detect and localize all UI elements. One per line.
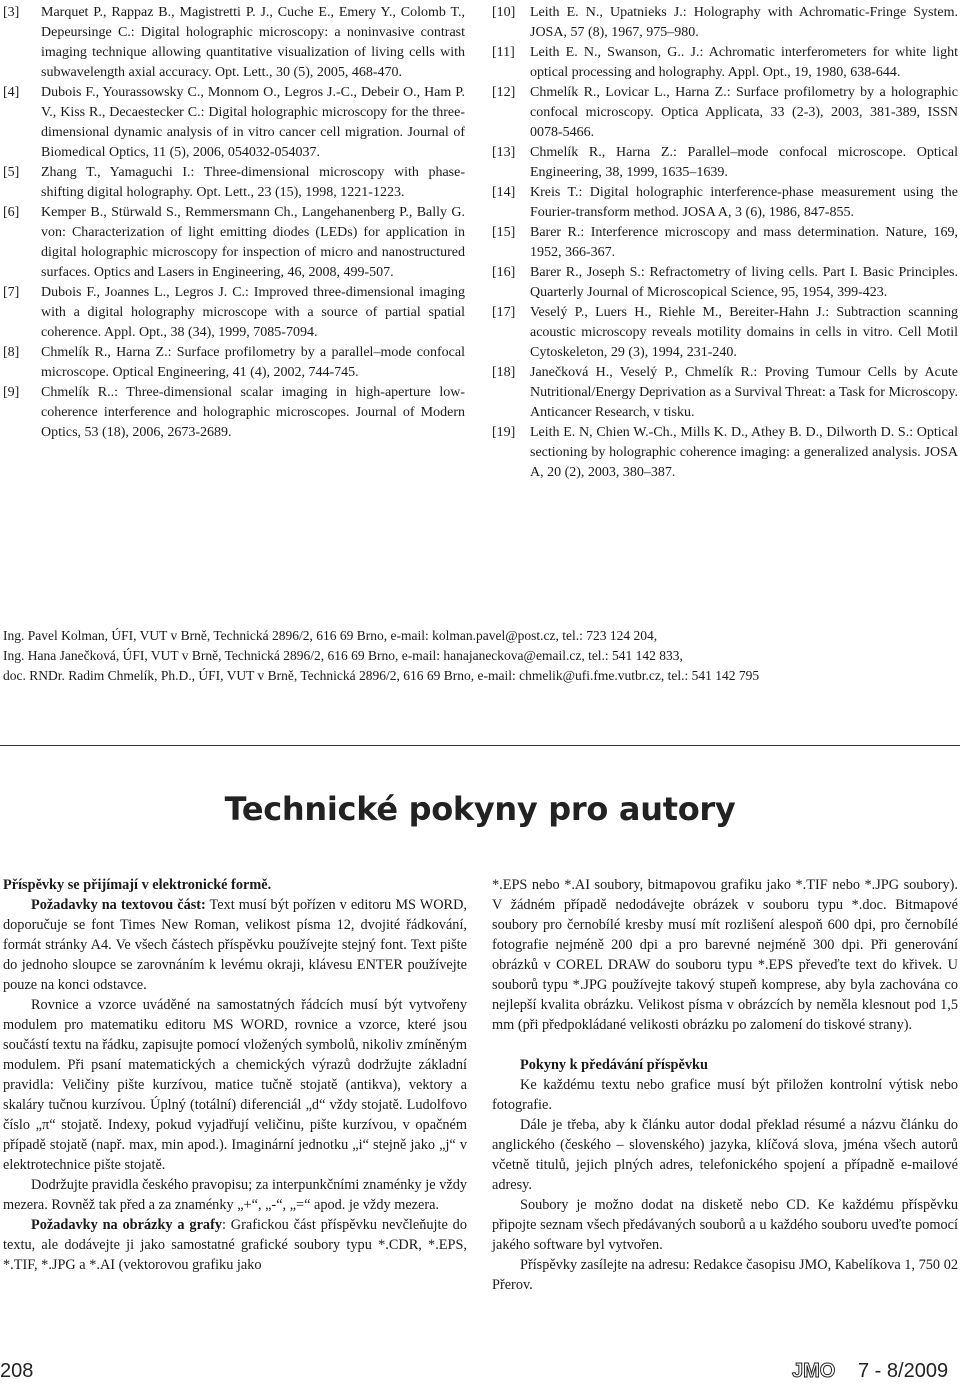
reference-item [3, 163, 465, 203]
section-title: Technické pokyny pro autory [224, 790, 736, 828]
reference-text: Kreis T.: Digital holographic interference-phase measurement using the Fourier-transform method. JOSA A, 3 (6), 1986, 847-855. [530, 185, 958, 220]
reference-text: Chmelík R., Harna Z.: Parallel–mode confocal microscope. Optical Engineering, 38, 1999, 1635–1639. [530, 145, 958, 180]
reference-text: Chmelík R..: Three-dimensional scalar imaging in high-aperture low-coherence interference and holographic microscopes. Journal of Modern Optics, 53 (18), 2006, 2673-2689. [41, 385, 465, 440]
reference-item [492, 83, 958, 143]
reference-text: Dubois F., Yourassowsky C., Monnom O., Legros J.-C., Debeir O., Ham P. V., Kiss R., Decaestecker C.: Digital holographic microscopy for the three-dimensional dynamic analysis of in vitro cancer cell migration. Journal of Biomedical Optics, 11 (5), 2006, 054032-054037. [41, 85, 465, 160]
reference-number: [9] [3, 385, 20, 400]
reference-text: Chmelík R., Lovicar L., Harna Z.: Surface profilometry by a holographic confocal microscopy. Optica Applicata, 33 (2-3), 2003, 381-389, ISSN 0078-5466. [530, 85, 958, 140]
journal-logo: JMO [792, 1360, 836, 1382]
reference-item [492, 363, 958, 423]
reference-number: [14] [492, 185, 516, 200]
files-paragraph: Soubory je možno dodat na disketě nebo CD. Ke každému příspěvku připojte seznam všech předávaných souborů a u každého souboru uveďte pomocí jakého software byl vytvořen. [492, 1197, 958, 1253]
page-footer [0, 1356, 960, 1386]
reference-number: [5] [3, 165, 20, 180]
reference-text: Janečková H., Veselý P., Chmelík R.: Proving Tumour Cells by Acute Nutritional/Energy Deprivation as a Survival Threat: a Task for Microscopy. Anticancer Research, v tisku. [530, 365, 958, 420]
address-paragraph: Příspěvky zasílejte na adresu: Redakce časopisu JMO, Kabelíkova 1, 750 02 Přerov. [492, 1257, 958, 1293]
reference-number: [4] [3, 85, 20, 100]
spelling-paragraph: Dodržujte pravidla českého pravopisu; za interpunkčními znaménky je vždy mezera. Rovněž tak před a za znaménky „+“, „-“, „=“ apod. je vždy mezera. [3, 1177, 467, 1213]
reference-number: [18] [492, 365, 516, 380]
reference-item [492, 183, 958, 223]
reference-list [492, 3, 958, 483]
reference-text: Kemper B., Stürwald S., Remmersmann Ch., Langehanenberg P., Bally G. von: Characterization of light emitting diodes (LEDs) for application in digital holographic microscopy for inspection of micro and nanostructured surfaces. Optics and Lasers in Engineering, 46, 2008, 499-507. [41, 205, 465, 280]
intro-heading: Příspěvky se přijímají v elektronické formě. [3, 877, 272, 893]
reference-text: Chmelík R., Harna Z.: Surface profilometry by a parallel–mode confocal microscope. Optical Engineering, 41 (4), 2002, 744-745. [41, 345, 465, 380]
references-left-column [3, 3, 465, 443]
reference-item [492, 143, 958, 183]
reference-item [3, 383, 465, 443]
text-requirements-paragraph [3, 895, 467, 995]
affiliation-line: doc. RNDr. Radim Chmelík, Ph.D., ÚFI, VUT v Brně, Technická 2896/2, 616 69 Brno, e-mail: chmelik@ufi.fme.vutbr.cz, tel.: 541 142 795 [3, 668, 760, 683]
reference-item [492, 223, 958, 263]
reference-number: [10] [492, 5, 516, 20]
reference-number: [7] [3, 285, 20, 300]
reference-text: Zhang T., Yamaguchi I.: Three-dimensional microscopy with phase-shifting digital holography. Opt. Lett., 23 (15), 1998, 1221-1223. [41, 165, 465, 200]
body-right-column [492, 875, 958, 1295]
reference-text: Leith E. N, Chien W.-Ch., Mills K. D., Athey B. D., Dilworth D. S.: Optical sectioning by holographic coherence imaging: a generalized analysis. JOSA A, 20 (2), 2003, 380–387. [530, 425, 958, 480]
reference-text: Barer R.: Interference microscopy and mass determination. Nature, 169, 1952, 366-367. [530, 225, 958, 260]
reference-item [492, 43, 958, 83]
reference-item [492, 263, 958, 303]
paragraph-text: : Grafickou část příspěvku nevčleňujte do textu, ale dodávejte ji jako samostatné grafické soubory typu *.CDR, *.EPS, *.TIF, *.JPG a *.AI (vektorovou grafiku jako [3, 1217, 467, 1273]
reference-item [3, 203, 465, 283]
reference-item [492, 3, 958, 43]
author-affiliations [3, 626, 958, 686]
reference-item [3, 283, 465, 343]
paragraph-lead: Požadavky na obrázky a grafy [31, 1217, 222, 1233]
reference-text: Leith E. N., Upatnieks J.: Holography with Achromatic-Fringe System. JOSA, 57 (8), 1967, 975–980. [530, 5, 958, 40]
issue-number: 7 - 8/2009 [858, 1360, 949, 1382]
figures-paragraph [3, 1215, 467, 1275]
figures-paragraph-continued: *.EPS nebo *.AI soubory, bitmapovou grafiku jako *.TIF nebo *.JPG soubory). V žádném případě nedodávejte obrázek v souboru typu *.doc. Bitmapové soubory pro černobílé kresby musí mít rozlišení alespoň 600 dpi, pro černobílé fotografie nejméně 200 dpi a pro barevné nejméně 300 dpi. Při generování obrázků v COREL DRAW do souboru typu *.EPS převeďte text do křivek. U souborů typu *.JPG používejte takový stupeň komprese, aby byla zachována co nejlepší kvalita obrázku. Velikost písma v obrázcích by neměla klesnout pod 1,5 mm (při předpokládané velikosti obrázku po zalomení do tiskové strany). [492, 877, 958, 1033]
reference-number: [3] [3, 5, 20, 20]
reference-item [3, 83, 465, 163]
reference-number: [15] [492, 225, 516, 240]
translation-paragraph: Dále je třeba, aby k článku autor dodal překlad résumé a názvu článku do anglického (českého – slovenského) jazyka, klíčová slova, jména všech autorů včetně titulů, jejich plných adres, telefonického spojení a případně e-mailové adresy. [492, 1117, 958, 1193]
reference-text: Barer R., Joseph S.: Refractometry of living cells. Part I. Basic Principles. Quarterly Journal of Microscopical Science, 95, 1954, 399-423. [530, 265, 958, 300]
reference-number: [16] [492, 265, 516, 280]
affiliation-line: Ing. Pavel Kolman, ÚFI, VUT v Brně, Technická 2896/2, 616 69 Brno, e-mail: kolman.pavel@post.cz, tel.: 723 124 204, [3, 628, 658, 643]
reference-item [3, 3, 465, 83]
reference-item [492, 423, 958, 483]
reference-text: Dubois F., Joannes L., Legros J. C.: Improved three-dimensional imaging with a digital holography microscope with a source of partial spatial coherence. Appl. Opt., 38 (34), 1999, 7085-7094. [41, 285, 465, 340]
reference-number: [19] [492, 425, 516, 440]
section-divider [0, 745, 960, 746]
reference-list [3, 3, 465, 443]
affiliation-line: Ing. Hana Janečková, ÚFI, VUT v Brně, Technická 2896/2, 616 69 Brno, e-mail: hanajaneckova@email.cz, tel.: 541 142 833, [3, 648, 683, 663]
reference-number: [8] [3, 345, 20, 360]
reference-number: [13] [492, 145, 516, 160]
reference-number: [17] [492, 305, 516, 320]
equations-paragraph: Rovnice a vzorce uváděné na samostatných řádcích musí být vytvořeny modulem pro matematiku editoru MS WORD, rovnice a vzorce, které jsou součástí textu na řádku, zapisujte pomocí vložených symbolů, nikoliv zmíněným modulem. Při psaní matematických a chemických výrazů dodržujte základní pravidla: Veličiny pište kurzívou, matice tučně stojatě (antikva), vektory a skaláry tučnou kurzívou. Úplný (totální) diferenciál „d“ vždy stojatě. Ludolfovo číslo „π“ stojatě. Indexy, pokud vyjadřují veličinu, pište kurzívou, v opačném případě stojatě (např. max, min apod.). Imaginární jednotku „i“ stejně jako „j“ v elektrotechnice pište stojatě. [3, 997, 467, 1173]
reference-number: [6] [3, 205, 20, 220]
printout-paragraph: Ke každému textu nebo grafice musí být přiložen kontrolní výtisk nebo fotografie. [492, 1077, 958, 1113]
paragraph-lead: Požadavky na textovou část: [31, 897, 206, 913]
reference-number: [11] [492, 45, 515, 60]
reference-number: [12] [492, 85, 516, 100]
reference-item [492, 303, 958, 363]
paragraph-text: Text musí být pořízen v editoru MS WORD, doporučuje se font Times New Roman, velikost písma 12, dvojité řádkování, formát stránky A4. Ve všech částech příspěvku používejte stejný font. Text pište do jednoho sloupce se zarovnáním k levému okraji, klávesu ENTER používejte pouze na konci odstavce. [3, 897, 467, 993]
reference-text: Leith E. N., Swanson, G.. J.: Achromatic interferometers for white light optical processing and holography. Appl. Opt., 19, 1980, 638-644. [530, 45, 958, 80]
submission-subheading: Pokyny k předávání příspěvku [520, 1057, 708, 1073]
reference-item [3, 343, 465, 383]
reference-text: Veselý P., Luers H., Riehle M., Bereiter-Hahn J.: Subtraction scanning acoustic microscopy reveals motility domains in cells in vitro. Cell Motil Cytoskeleton, 29 (3), 1994, 231-240. [530, 305, 958, 360]
references-right-column [492, 3, 958, 483]
reference-text: Marquet P., Rappaz B., Magistretti P. J., Cuche E., Emery Y., Colomb T., Depeursinge C.: Digital holographic microscopy: a noninvasive contrast imaging technique allowing quantitative visualization of living cells with subwavelength axial accuracy. Opt. Lett., 30 (5), 2005, 468-470. [41, 5, 465, 80]
page-number: 208 [0, 1360, 34, 1382]
body-left-column [3, 875, 467, 1275]
